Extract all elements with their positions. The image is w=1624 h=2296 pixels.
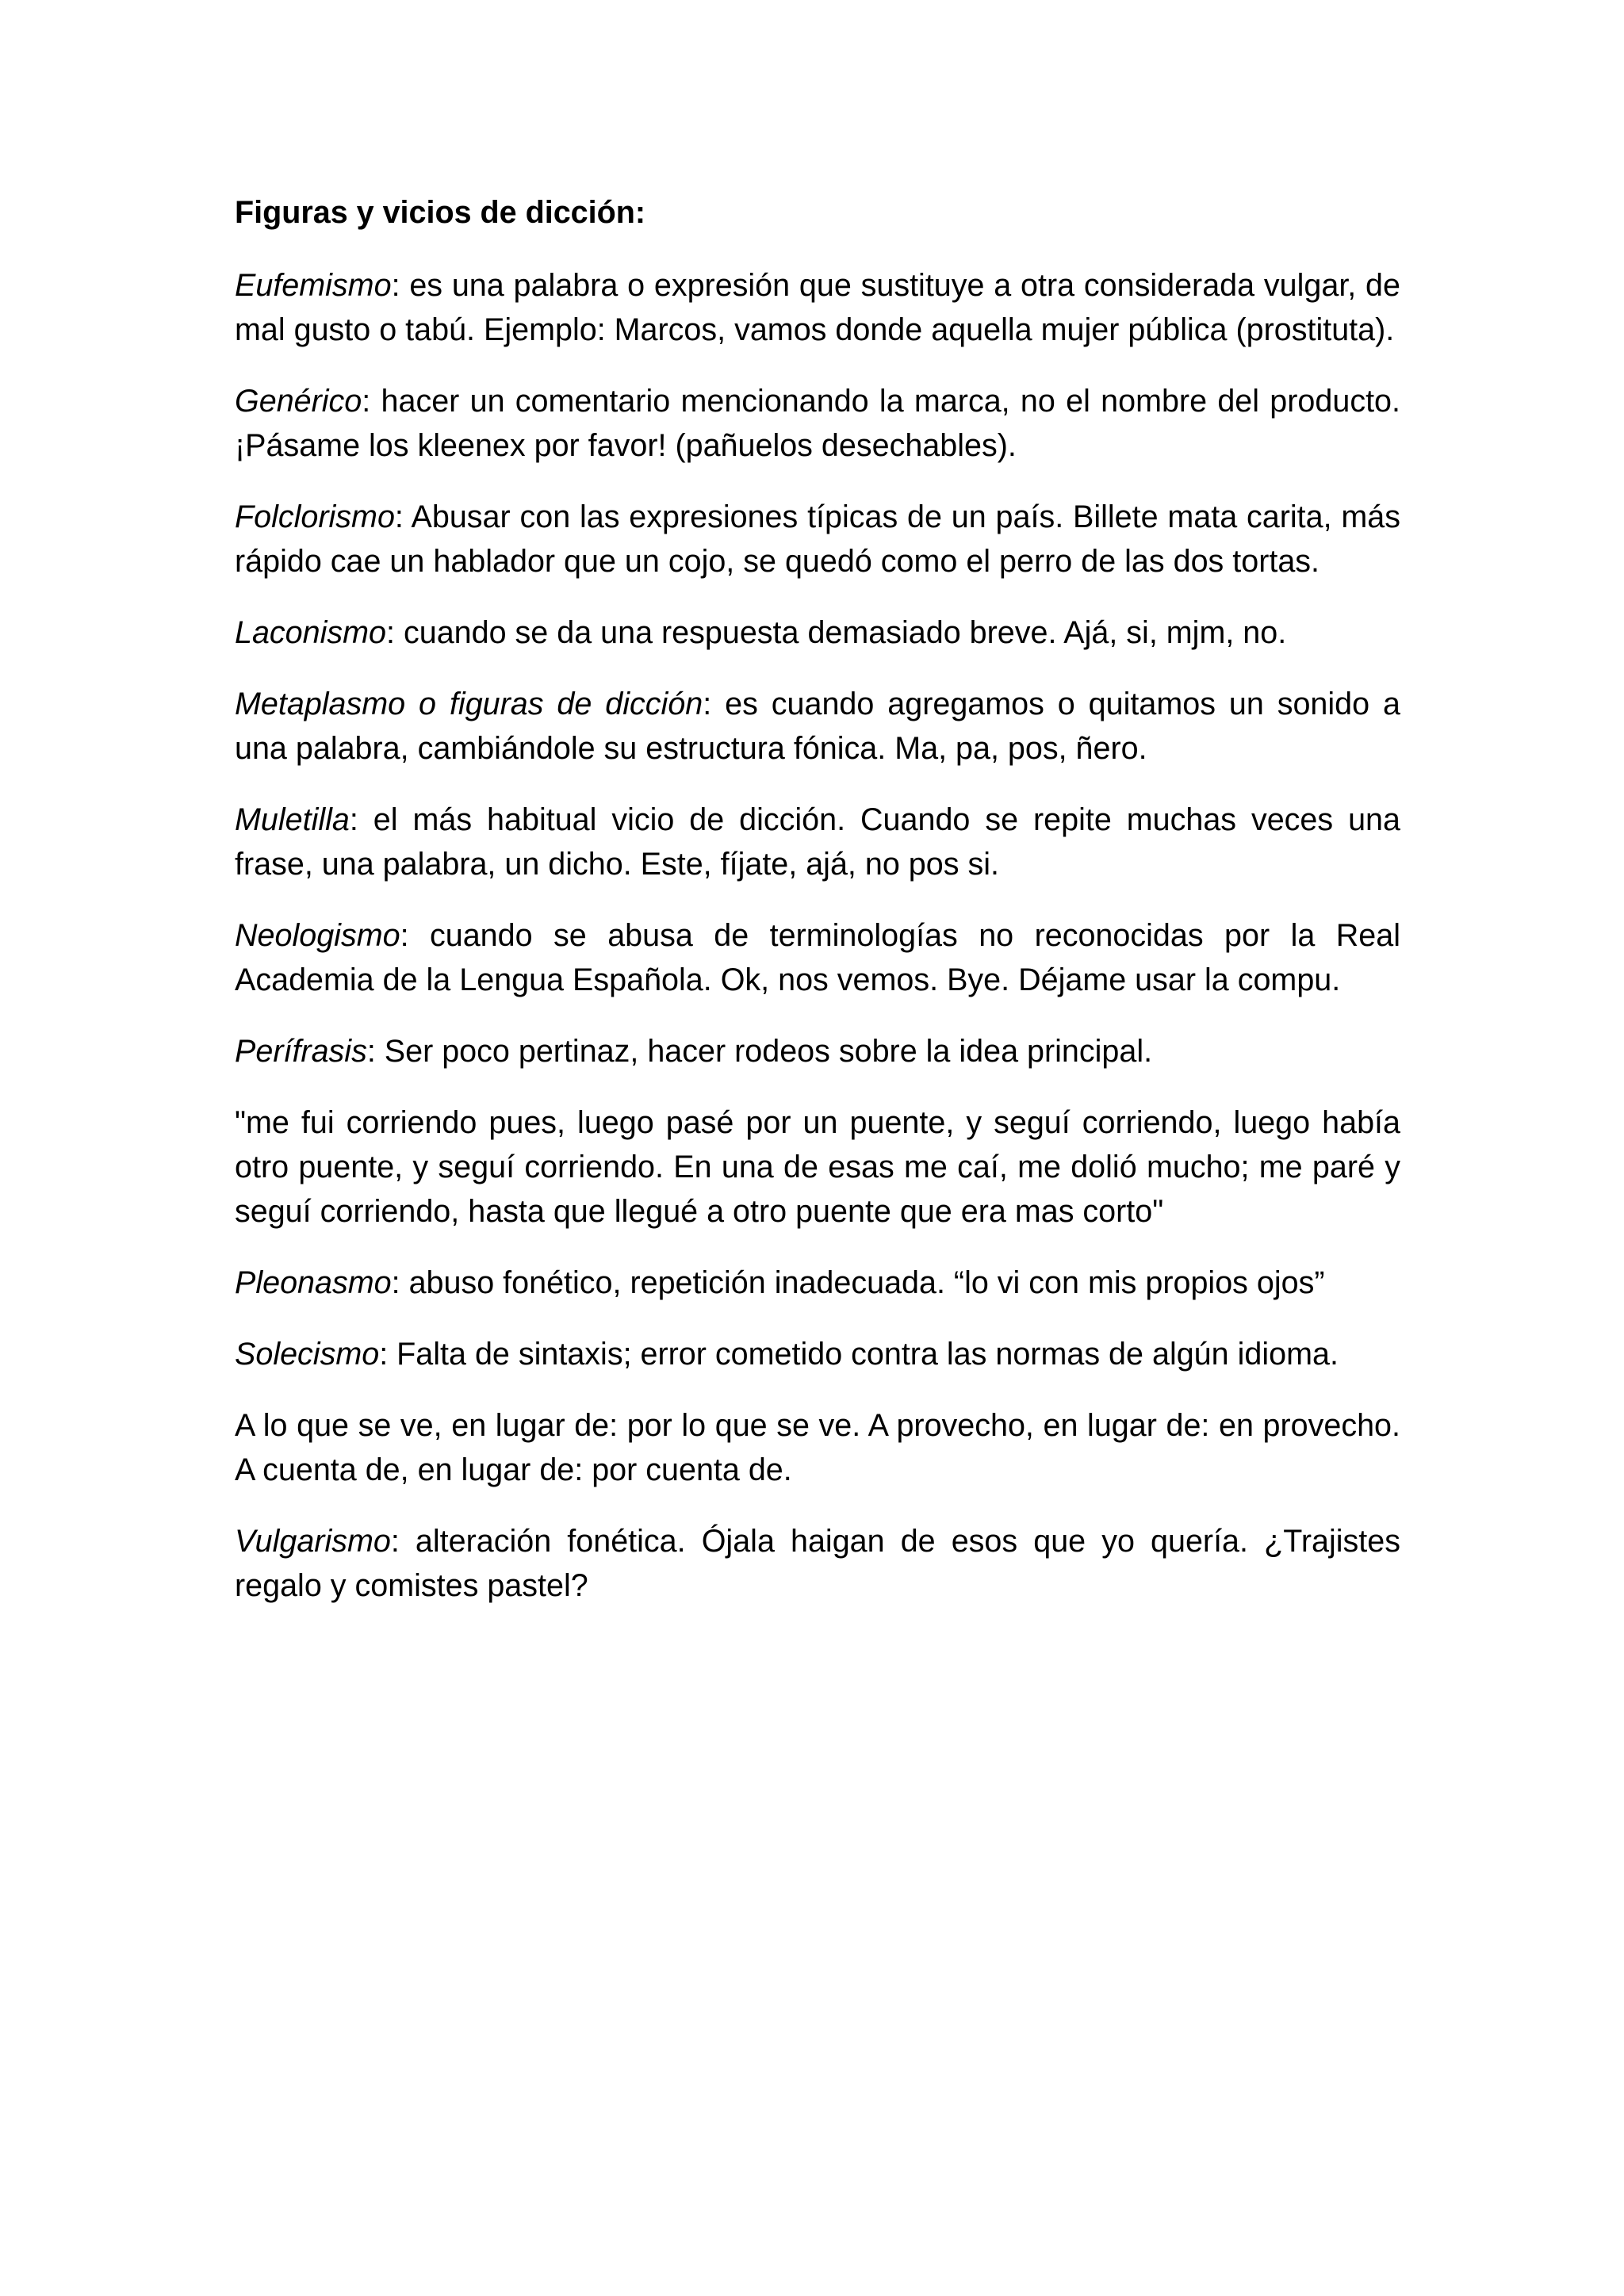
term-definition: : hacer un comentario mencionando la marca, no el nombre del producto. ¡Pásame los kleenex por favor! (pañuelos desechables). [235,384,1400,463]
entry-perifrasis [235,1029,1400,1073]
entry-solecismo [235,1332,1400,1376]
term-definition: : abuso fonético, repetición inadecuada. “lo vi con mis propios ojos” [391,1265,1325,1300]
term-label: Genérico [235,384,362,419]
term-definition: : el más habitual vicio de dicción. Cuando se repite muchas veces una frase, una palabra, un dicho. Este, fíjate, ajá, no pos si. [235,802,1400,882]
entry-laconismo [235,610,1400,655]
entry-folclorismo [235,495,1400,584]
entry-neologismo [235,913,1400,1002]
entry-metaplasmo [235,682,1400,771]
term-definition: : Abusar con las expresiones típicas de un país. Billete mata carita, más rápido cae un hablador que un cojo, se quedó como el perro de las dos tortas. [235,499,1400,579]
entry-generico [235,379,1400,468]
term-definition: : Falta de sintaxis; error cometido contra las normas de algún idioma. [379,1337,1339,1372]
term-label: Laconismo [235,615,387,650]
term-definition: : alteración fonética. Ójala haigan de esos que yo quería. ¿Trajistes regalo y comistes pastel? [235,1524,1400,1603]
term-label: Metaplasmo o figuras de dicción [235,687,703,721]
term-definition: : cuando se da una respuesta demasiado breve. Ajá, si, mjm, no. [386,615,1287,650]
term-label: Neologismo [235,918,400,953]
entry-vulgarismo [235,1519,1400,1608]
entry-pleonasmo [235,1261,1400,1305]
entry-muletilla [235,798,1400,886]
term-definition: : es una palabra o expresión que sustituye a otra considerada vulgar, de mal gusto o tabú. Ejemplo: Marcos, vamos donde aquella mujer pública (prostituta). [235,268,1400,347]
term-label: Perífrasis [235,1034,367,1069]
solecismo-example: A lo que se ve, en lugar de: por lo que se ve. A provecho, en lugar de: en provecho. A cuenta de, en lugar de: por cuenta de. [235,1408,1400,1487]
term-label: Eufemismo [235,268,392,303]
term-label: Pleonasmo [235,1265,392,1300]
perifrasis-example-quote: "me fui corriendo pues, luego pasé por un puente, y seguí corriendo, luego había otro puente, y seguí corriendo. En una de esas me caí, me dolió mucho; me paré y seguí corriendo, hasta que llegué a otro puente que era mas corto" [235,1105,1400,1229]
entry-eufemismo [235,263,1400,352]
term-label: Folclorismo [235,499,395,534]
term-label: Vulgarismo [235,1524,391,1559]
document-body [235,190,1400,1635]
term-definition: : Ser poco pertinaz, hacer rodeos sobre la idea principal. [366,1034,1153,1069]
term-label: Muletilla [235,802,350,837]
page-title: Figuras y vicios de dicción: [235,195,646,230]
term-definition: : es cuando agregamos o quitamos un sonido a una palabra, cambiándole su estructura fónica. Ma, pa, pos, ñero. [235,687,1400,766]
term-label: Solecismo [235,1337,380,1372]
term-definition: : cuando se abusa de terminologías no reconocidas por la Real Academia de la Lengua Española. Ok, nos vemos. Bye. Déjame usar la compu. [235,918,1400,997]
